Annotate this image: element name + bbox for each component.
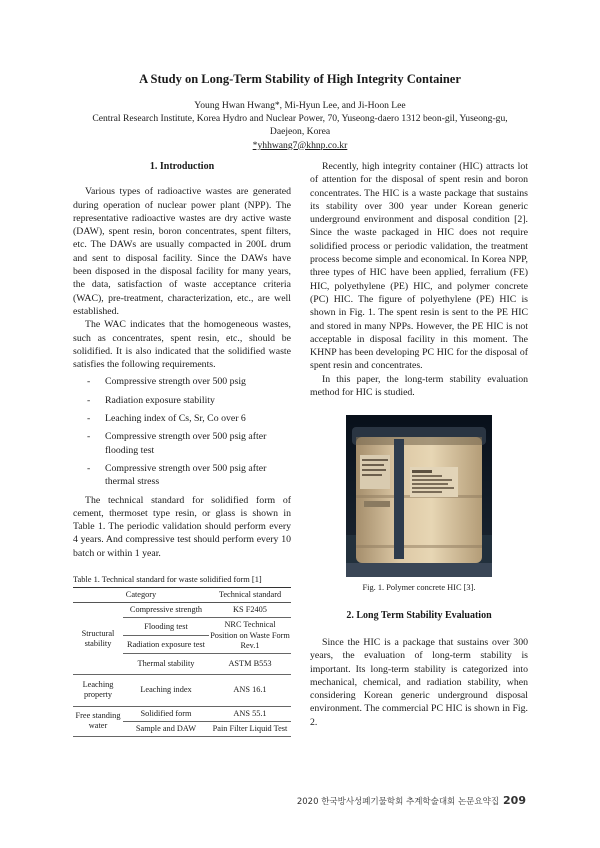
paper-scope-paragraph: In this paper, the long-term stability evaluation method for HIC is studied. [310,373,528,399]
hic-container-photo [346,415,492,577]
hic-paragraph: Recently, high integrity container (HIC) attracts lot of attention for the disposal of spent resin and boron concentrates. The HIC is a waste package that sustains its stability over 300 year under Korean generic underground environment and disposal condition [2]. Since the waste packaged in HIC does not require solidified process or periodic validation, the treatment process become simple and economical. In Korea NPP, three types of HIC have been applied, ferralium (FE) HIC, polyethylene (PE) HIC, and polymer concrete (PC) HIC. The figure of polyethylene (PE) HIC is shown in Fig. 1. The spent resin is sent to the PE HIC and stored in many NPPs. However, the PE HIC is not acceptable in disposal facility in this moment. The KHNP has been developing PC HIC for the disposal of spent resin and concentrates. [310,161,528,372]
cell-solidified-form: Solidified form [123,706,209,721]
paper-title: A Study on Long-Term Stability of High Integrity Container [139,72,461,86]
intro-paragraph-3: The technical standard for solidified form of cement, thermoset type resin, or glass is shown in Table 1. The periodic validation should perform every 4 years. And compressive test should perform every 10 batch or within 1 year. [73,494,291,559]
polymer-concrete-hic-image [346,415,492,577]
cell-ks-f2405: KS F2405 [209,603,291,618]
intro-paragraph-1: Various types of radioactive wastes are generated during operation of nuclear power plant (NPP). The representative radioactive wastes are dry active waste (DAW), spent resin, boron concentrates, spent filters, etc. The DAWs are usually compacted in 200L drum and sent to disposal facility. Since the DAWs have been disposed in the disposal facility for many years, the data, satisfaction of waste acceptance criteria (WAC), pre-treatment, characterization, etc., are well established. [73,186,291,317]
left-column [73,160,291,737]
list-item: - Compressive strength over 500 psig after thermal stress [87,462,267,488]
table-row [73,706,291,721]
cell-structural-stability: Structural stability [73,603,123,675]
table-row [73,675,291,706]
right-column [310,160,528,729]
page-number: 209 [503,794,526,807]
section-heading-long-term-stability: 2. Long Term Stability Evaluation [346,609,492,621]
header-category: Category [73,588,209,603]
list-item: - Radiation exposure stability [87,394,215,406]
technical-standard-table [73,587,291,737]
table-row [73,603,291,618]
cell-ans-16-1: ANS 16.1 [209,675,291,706]
cell-nrc-technical-position: NRC Technical Position on Waste Form Rev.1 [209,618,291,654]
affiliation-line-1: Central Research Institute, Korea Hydro and Nuclear Power, 70, Yuseong-daero 1312 beon-gil, Yuseong-gu, [92,113,508,125]
author-block [60,99,540,152]
footer-proceedings-title: 2020 한국방사성폐기물학회 추계학술대회 논문요약집 [296,797,500,807]
author-email-link[interactable]: *yhhwang7@khnp.co.kr [252,139,348,151]
author-names: Young Hwan Hwang*, Mi-Hyun Lee, and Ji-Hoon Lee [194,100,406,111]
list-item: - Compressive strength over 500 psig after flooding test [87,431,267,456]
figure-caption: Fig. 1. Polymer concrete HIC [3]. [362,583,476,593]
cell-sample-and-daw: Sample and DAW [123,721,209,736]
cell-flooding-test: Flooding test [123,618,209,636]
header-technical-standard: Technical standard [209,588,291,603]
table-header-row [73,588,291,603]
list-item: - Leaching index of Cs, Sr, Co over 6 [87,413,246,425]
evaluation-paragraph: Since the HIC is a package that sustains over 300 years, the evaluation of long-term stability is important. Its long-term stability is categorized into mechanical, chemical, and radiation stability, when considering Korean generic underground disposal environment. The commercial PC HIC is shown in Fig. 2. [310,636,528,728]
section-heading-introduction: 1. Introduction [149,161,215,172]
cell-leaching-index: Leaching index [123,675,209,706]
cell-leaching-property: Leaching property [73,675,123,706]
table-caption: Table 1. Technical standard for waste solidified form [1] [73,575,262,585]
requirements-list [73,375,291,488]
cell-ans-55-1: ANS 55.1 [209,706,291,721]
cell-astm-b553: ASTM B553 [209,654,291,675]
cell-compressive-strength: Compressive strength [123,603,209,618]
cell-radiation-exposure-test: Radiation exposure test [123,636,209,654]
cell-free-standing-water: Free standing water [73,706,123,736]
list-item: - Compressive strength over 500 psig [87,376,246,388]
cell-thermal-stability: Thermal stability [123,654,209,675]
cell-pain-filter-liquid-test: Pain Filter Liquid Test [209,721,291,736]
affiliation-line-2: Daejeon, Korea [269,126,331,138]
page-footer [297,794,526,807]
intro-paragraph-2: The WAC indicates that the homogeneous wastes, such as concentrates, spent resin, etc., should be solidified. It is also indicated that the solidified waste satisfies the following requirements. [73,319,291,371]
